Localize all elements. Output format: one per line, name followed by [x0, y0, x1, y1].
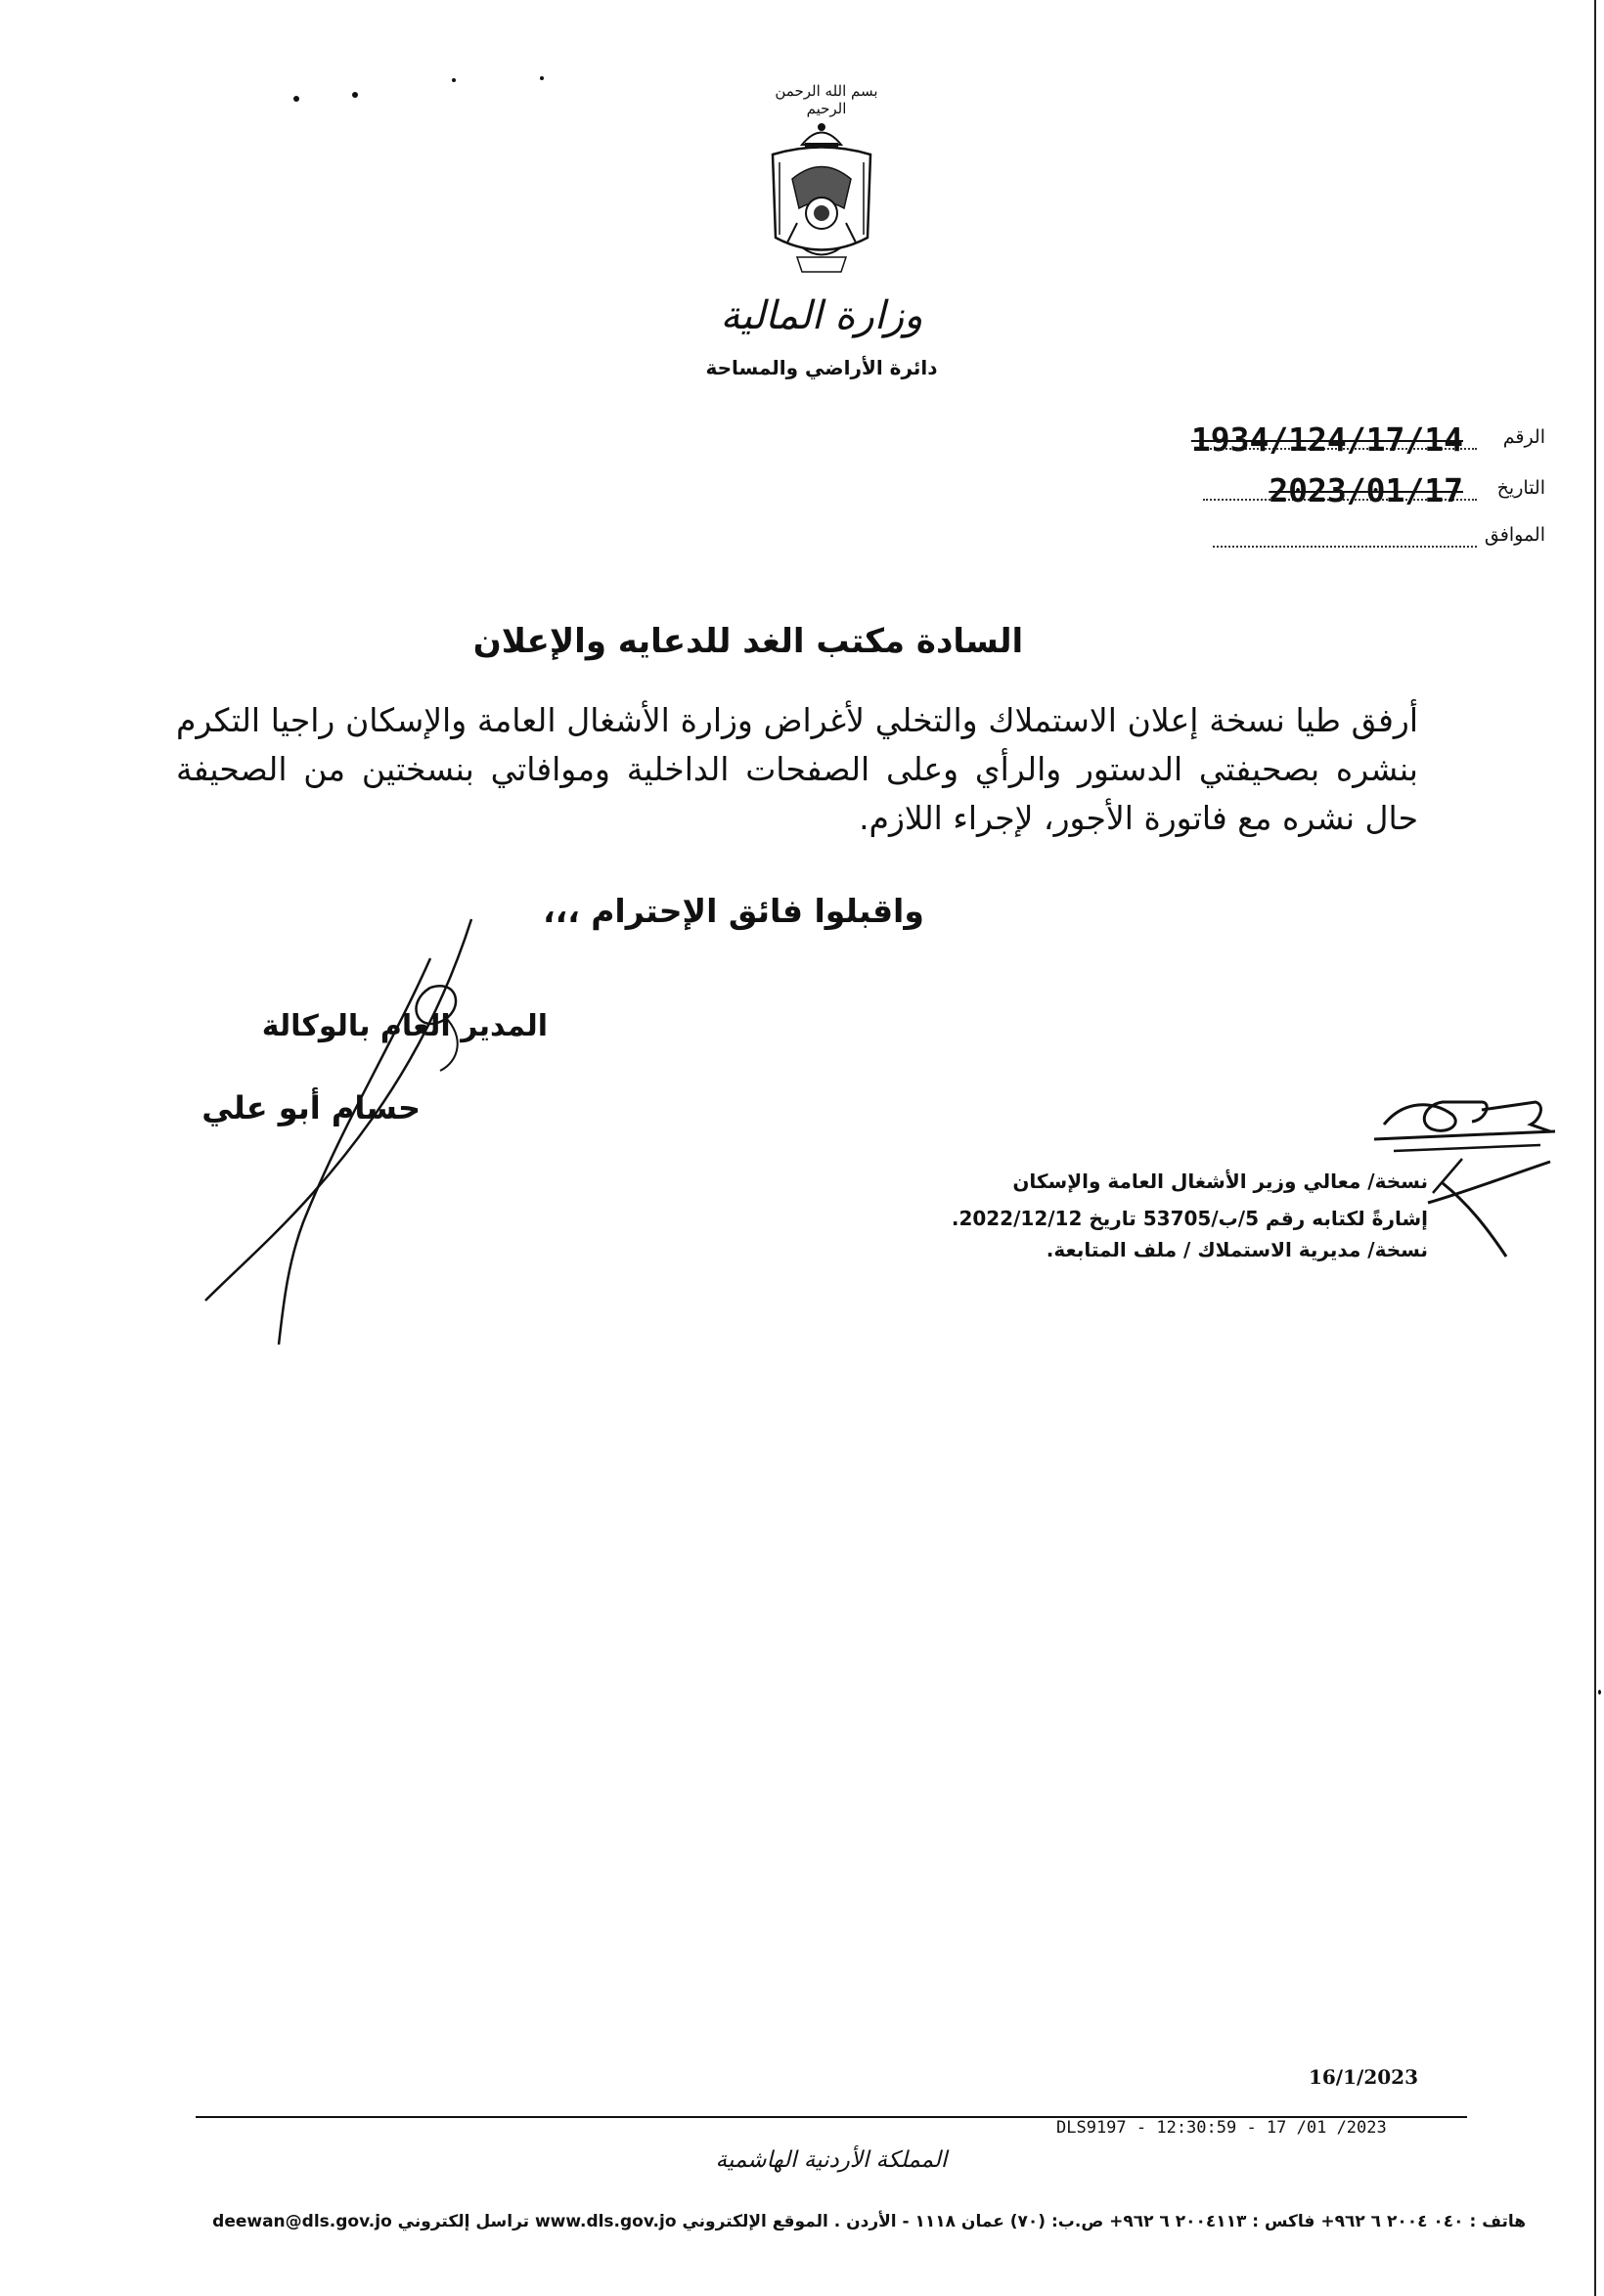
- corresponding-date-label: الموافق: [1484, 524, 1545, 546]
- contact-details: هاتف : ٠٤٠ ٢٠٠٤ ٦ ٩٦٢+ فاكس : ٢٠٠٤١١٣ ٦ ٩٦٢+ ص.ب: (٧٠) عمان ١١١٨ - الأردن . الموقع الإلكتروني www.dls.gov.jo تراسل إلكتروني deewan@dls.gov.jo: [212, 2212, 1526, 2231]
- signer-title: المدير العام بالوكالة: [261, 1009, 548, 1043]
- letter-closing: واقبلوا فائق الإحترام ،،،: [543, 892, 924, 930]
- letter-addressee: السادة مكتب الغد للدعايه والإعلان: [472, 622, 1024, 661]
- scan-speck: [293, 96, 299, 102]
- scan-speck: [452, 78, 456, 82]
- scan-speck: [540, 76, 544, 80]
- bismillah-header: بسم الله الرحمن الرحيم: [775, 82, 878, 117]
- reference-label: الرقم: [1502, 426, 1545, 448]
- copy-recipient-minister: نسخة/ معالي وزير الأشغال العامة والإسكان: [1012, 1170, 1428, 1193]
- handwritten-initials: [1364, 1081, 1560, 1159]
- department-name: دائرة الأراضي والمساحة: [705, 356, 938, 379]
- handwritten-signature: [196, 900, 509, 1349]
- document-system-stamp: [1056, 2118, 1477, 2138]
- copy-reference-note: إشارةً لكتابه رقم 5/ب/53705 تاريخ 2022/12/12.: [951, 1207, 1428, 1230]
- kingdom-name: المملكة الأردنية الهاشمية: [715, 2147, 948, 2173]
- scan-speck: [1598, 1690, 1601, 1695]
- scan-speck: [352, 92, 358, 98]
- page-edge-line: [1594, 0, 1596, 2296]
- reference-value: 1934/124/17/14: [1190, 420, 1463, 459]
- coat-of-arms-emblem: [758, 115, 885, 282]
- date-field: [1095, 471, 1545, 510]
- dotted-line: [1213, 546, 1477, 548]
- corresponding-date-field: [1095, 518, 1545, 557]
- document-stamp-text: DLS9197 - 12:30:59 - 17 /01 /2023: [1056, 2118, 1387, 2138]
- date-value: 2023/01/17: [1269, 471, 1463, 509]
- ministry-name: وزارة المالية: [720, 293, 923, 338]
- handwritten-check-mark: [1423, 1154, 1560, 1261]
- print-date: 16/1/2023: [1308, 2065, 1418, 2089]
- signer-name: حسام أبو علي: [201, 1089, 421, 1126]
- reference-number-field: [1095, 420, 1545, 460]
- letter-body: أرفق طيا نسخة إعلان الاستملاك والتخلي لأغراض وزارة الأشغال العامة والإسكان راجيا التكرم بنشره بصحيفتي الدستور والرأي وعلى الصفحات الداخلية وموافاتي بنسختين من الصحيفة حال نشره مع فاتورة الأجور، لإجراء اللازم.: [176, 701, 1418, 837]
- copy-recipient-directorate: نسخة/ مديرية الاستملاك / ملف المتابعة.: [1046, 1238, 1428, 1261]
- date-label: التاريخ: [1496, 477, 1545, 499]
